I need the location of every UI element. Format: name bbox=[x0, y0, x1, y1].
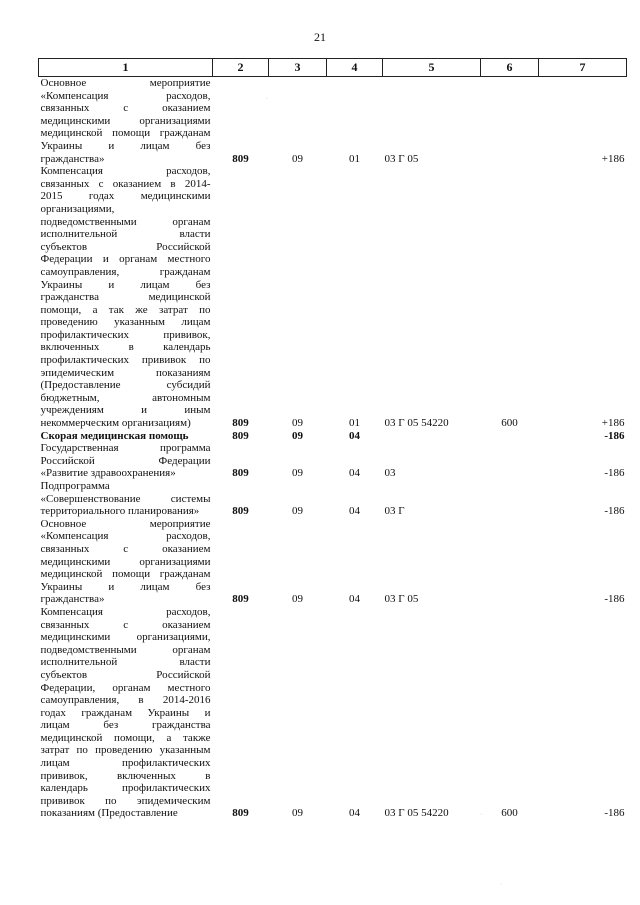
description-line: помощи, а так же затрат по bbox=[40, 303, 211, 316]
description-line: прививок по эпидемическим bbox=[40, 794, 211, 807]
column-header: 2 bbox=[213, 59, 269, 77]
description-line: медицинскими организациями bbox=[40, 114, 211, 127]
amount-value: +186 bbox=[601, 152, 625, 165]
table-row bbox=[39, 77, 627, 166]
description-line: Украины и лицам без bbox=[40, 278, 211, 291]
target-article-code bbox=[383, 430, 481, 443]
description-line: медицинской помощи, а также bbox=[40, 731, 211, 744]
description-line: связанных с оказанием bbox=[40, 618, 211, 631]
description-line: некоммерческим организациям) bbox=[40, 417, 191, 430]
section-code: 09 bbox=[292, 505, 303, 518]
description-line: Скорая медицинская помощь bbox=[40, 429, 189, 442]
section-code: 09 bbox=[292, 467, 303, 480]
scan-speck: · bbox=[480, 812, 482, 818]
description-line: субъектов Российской bbox=[40, 240, 211, 253]
scan-speck: · bbox=[266, 96, 268, 102]
description-line: территориального планирования» bbox=[40, 505, 200, 518]
description-line: организациями, bbox=[40, 202, 115, 215]
row-description bbox=[39, 430, 213, 443]
amount-value: -186 bbox=[604, 505, 625, 518]
subsection-code: 01 bbox=[349, 152, 360, 165]
target-article-code: 03 Г bbox=[384, 505, 405, 518]
row-description bbox=[39, 518, 213, 606]
description-line: Подпрограмма bbox=[40, 480, 110, 492]
subsection-code: 04 bbox=[349, 429, 360, 442]
description-line: проведению указанным лицам bbox=[40, 316, 211, 329]
description-line: профилактических прививок по bbox=[40, 354, 211, 367]
expense-type-code bbox=[481, 430, 539, 443]
description-line: Украины и лицам без bbox=[40, 580, 211, 593]
amount-value: -186 bbox=[604, 807, 625, 820]
expense-type-code bbox=[481, 518, 539, 606]
section-code: 09 bbox=[292, 593, 303, 606]
column-header: 3 bbox=[269, 59, 327, 77]
description-line: гражданства медицинской bbox=[40, 291, 211, 304]
section-code: 09 bbox=[292, 417, 303, 430]
ministry-code: 809 bbox=[232, 429, 249, 442]
section-code: 09 bbox=[292, 429, 303, 442]
description-line: подведомственными органам bbox=[40, 643, 211, 656]
description-line: прививок, включенных в bbox=[40, 769, 211, 782]
ministry-code: 809 bbox=[232, 417, 249, 430]
description-line: исполнительной власти bbox=[40, 656, 211, 669]
description-line: «Развитие здравоохранения» bbox=[40, 467, 176, 480]
description-line: «Совершенствование системы bbox=[40, 492, 211, 505]
subsection-code: 04 bbox=[349, 593, 360, 606]
expense-type-code: 600 bbox=[501, 807, 518, 820]
expense-type-code: 600 bbox=[501, 417, 518, 430]
page-number: 21 bbox=[314, 30, 326, 44]
subsection-code: 01 bbox=[349, 417, 360, 430]
description-line: Государственная программа bbox=[40, 442, 211, 455]
amount-value: -186 bbox=[604, 429, 625, 442]
ministry-code: 809 bbox=[232, 152, 249, 165]
target-article-code: 03 Г 05 54220 bbox=[384, 417, 449, 430]
description-line: Основное мероприятие bbox=[40, 77, 211, 89]
section-code: 09 bbox=[292, 807, 303, 820]
row-description bbox=[39, 606, 213, 820]
description-line: «Компенсация расходов, bbox=[40, 530, 211, 543]
description-line: Компенсация расходов, bbox=[40, 165, 211, 178]
ministry-code: 809 bbox=[232, 505, 249, 518]
row-description bbox=[39, 480, 213, 518]
column-header: 6 bbox=[481, 59, 539, 77]
ministry-code: 809 bbox=[232, 807, 249, 820]
description-line: связанных с оказанием bbox=[40, 102, 211, 115]
column-header: 1 bbox=[39, 59, 213, 77]
table-row bbox=[39, 165, 627, 429]
description-line: эпидемическим показаниям bbox=[40, 366, 211, 379]
description-line: гражданства» bbox=[40, 593, 105, 606]
description-line: календарь профилактических bbox=[40, 782, 211, 795]
column-header: 5 bbox=[383, 59, 481, 77]
description-line: связанных с оказанием bbox=[40, 542, 211, 555]
description-line: исполнительной власти bbox=[40, 228, 211, 241]
description-line: бюджетным, автономным bbox=[40, 391, 211, 404]
column-header: 4 bbox=[327, 59, 383, 77]
target-article-code: 03 Г 05 bbox=[384, 152, 419, 165]
description-line: Компенсация расходов, bbox=[40, 605, 211, 618]
section-code: 09 bbox=[292, 152, 303, 165]
description-line: затрат по проведению указанным bbox=[40, 744, 211, 757]
description-line: подведомственными органам bbox=[40, 215, 211, 228]
description-line: профилактических прививок, bbox=[40, 328, 211, 341]
table-row bbox=[39, 606, 627, 820]
table-row bbox=[39, 518, 627, 606]
target-article-code: 03 bbox=[384, 467, 396, 480]
ministry-code: 809 bbox=[232, 467, 249, 480]
column-header: 7 bbox=[539, 59, 627, 77]
description-line: медицинской помощи гражданам bbox=[40, 127, 211, 140]
description-line: медицинскими организациями bbox=[40, 555, 211, 568]
table-row bbox=[39, 442, 627, 480]
description-line: Российской Федерации bbox=[40, 454, 211, 467]
description-line: 2015 годах медицинскими bbox=[40, 190, 211, 203]
description-line: Основное мероприятие bbox=[40, 517, 211, 530]
description-line: самоуправления, гражданам bbox=[40, 265, 211, 278]
description-line: лицам без гражданства bbox=[40, 719, 211, 732]
target-article-code: 03 Г 05 54220 bbox=[384, 807, 449, 820]
subsection-code: 04 bbox=[349, 467, 360, 480]
subsection-code: 04 bbox=[349, 807, 360, 820]
expense-type-code bbox=[481, 77, 539, 166]
description-line: «Компенсация расходов, bbox=[40, 89, 211, 102]
description-line: Федерации и органам местного bbox=[40, 253, 211, 266]
description-line: субъектов Российской bbox=[40, 668, 211, 681]
row-description bbox=[39, 77, 213, 166]
description-line: связанных с оказанием в 2014- bbox=[40, 177, 211, 190]
header-row bbox=[39, 59, 627, 77]
description-line: медицинской помощи гражданам bbox=[40, 568, 211, 581]
description-line: гражданства» bbox=[40, 152, 105, 165]
budget-table bbox=[38, 58, 627, 820]
table-row bbox=[39, 430, 627, 443]
expense-type-code bbox=[481, 480, 539, 518]
subsection-code: 04 bbox=[349, 505, 360, 518]
expense-type-code bbox=[481, 442, 539, 480]
ministry-code: 809 bbox=[232, 593, 249, 606]
description-line: учреждениям и иным bbox=[40, 404, 211, 417]
description-line: (Предоставление субсидий bbox=[40, 379, 211, 392]
description-line: самоуправления, в 2014-2016 bbox=[40, 694, 211, 707]
amount-value: +186 bbox=[601, 417, 625, 430]
amount-value: -186 bbox=[604, 467, 625, 480]
description-line: Украины и лицам без bbox=[40, 139, 211, 152]
description-line: показаниям (Предоставление bbox=[40, 807, 178, 820]
description-line: медицинскими организациями, bbox=[40, 631, 211, 644]
description-line: включенных в календарь bbox=[40, 341, 211, 354]
table-row bbox=[39, 480, 627, 518]
row-description bbox=[39, 165, 213, 429]
target-article-code: 03 Г 05 bbox=[384, 593, 419, 606]
row-description bbox=[39, 442, 213, 480]
description-line: лицам профилактических bbox=[40, 757, 211, 770]
description-line: Федерации, органам местного bbox=[40, 681, 211, 694]
description-line: годах гражданам Украины и bbox=[40, 706, 211, 719]
amount-value: -186 bbox=[604, 593, 625, 606]
scan-speck: · bbox=[500, 882, 502, 888]
